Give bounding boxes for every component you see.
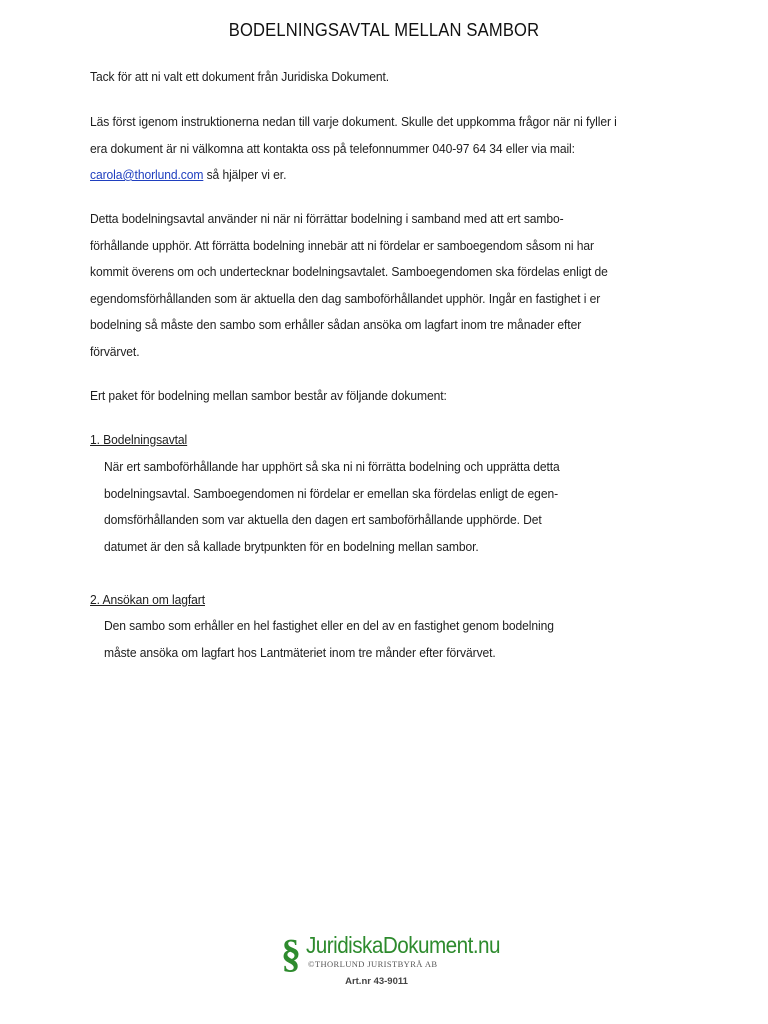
section-sign-icon <box>278 932 304 974</box>
thanks-text: Tack för att ni valt ett dokument från Juridiska Dokument. <box>90 69 390 84</box>
package-intro: Ert paket för bodelning mellan sambor består av följande dokument: <box>90 388 447 403</box>
section-heading <box>90 587 648 614</box>
intro-paragraph <box>90 206 648 365</box>
instructions-line: Läs först igenom instruktionerna nedan till varje dokument. Skulle det uppkomma frågor när ni fyller i <box>90 114 617 129</box>
section-line: domsförhållanden som var aktuella den dagen ert samboförhållande upphörde. Det <box>104 512 542 527</box>
intro-line: bodelning så måste den sambo som erhåller sådan ansöka om lagfart inom tre månader efter <box>90 317 582 332</box>
section-line: måste ansöka om lagfart hos Lantmäteriet inom tre månder efter förvärvet. <box>104 644 496 660</box>
article-number: Art.nr 43-9011 <box>345 976 408 987</box>
section-line: datumet är den så kallade brytpunkten för en bodelning mellan sambor. <box>104 538 479 554</box>
email-link[interactable]: carola@thorlund.com <box>90 167 204 182</box>
section-heading <box>90 427 648 454</box>
intro-line: förvärvet. <box>90 343 140 359</box>
section-body <box>104 454 662 560</box>
brand-logo <box>278 930 501 976</box>
logo-subtitle: ©THORLUND JURISTBYRÅ AB <box>308 959 438 969</box>
intro-line: kommit överens om och undertecknar bodelningsavtalet. Samboegendomen ska fördelas enligt de <box>90 264 608 279</box>
section-line: bodelningsavtal. Samboegendomen ni fördelar er emellan ska fördelas enligt de egen- <box>104 485 559 501</box>
intro-line: förhållande upphör. Att förrätta bodelning innebär att ni fördelar er samboegendom såsom ni har <box>90 237 594 253</box>
section-heading-label: 2. Ansökan om lagfart <box>90 592 206 607</box>
instructions-tail: så hjälper vi er. <box>206 167 287 182</box>
instructions-paragraph <box>90 109 648 189</box>
section-body <box>104 613 662 666</box>
logo-name: JuridiskaDokument.nu <box>306 932 501 958</box>
instructions-line <box>90 162 648 189</box>
intro-line: egendomsförhållanden som är aktuella den dag samboförhållandet upphör. Ingår en fastighet i er <box>90 290 601 306</box>
section-heading-label: 1. Bodelningsavtal <box>90 432 188 447</box>
section-line: Den sambo som erhåller en hel fastighet eller en del av en fastighet genom bodelning <box>104 618 554 633</box>
section-line: När ert samboförhållande har upphört så ska ni ni förrätta bodelning och upprätta detta <box>104 459 560 474</box>
svg-text:§: § <box>281 932 301 974</box>
instructions-line: era dokument är ni välkomna att kontakta oss på telefonnummer 040-97 64 34 eller via mail: <box>90 140 575 156</box>
document-title: BODELNINGSAVTAL MELLAN SAMBOR <box>228 20 540 40</box>
intro-line: Detta bodelningsavtal använder ni när ni förrättar bodelning i samband med att ert sambo- <box>90 211 564 226</box>
